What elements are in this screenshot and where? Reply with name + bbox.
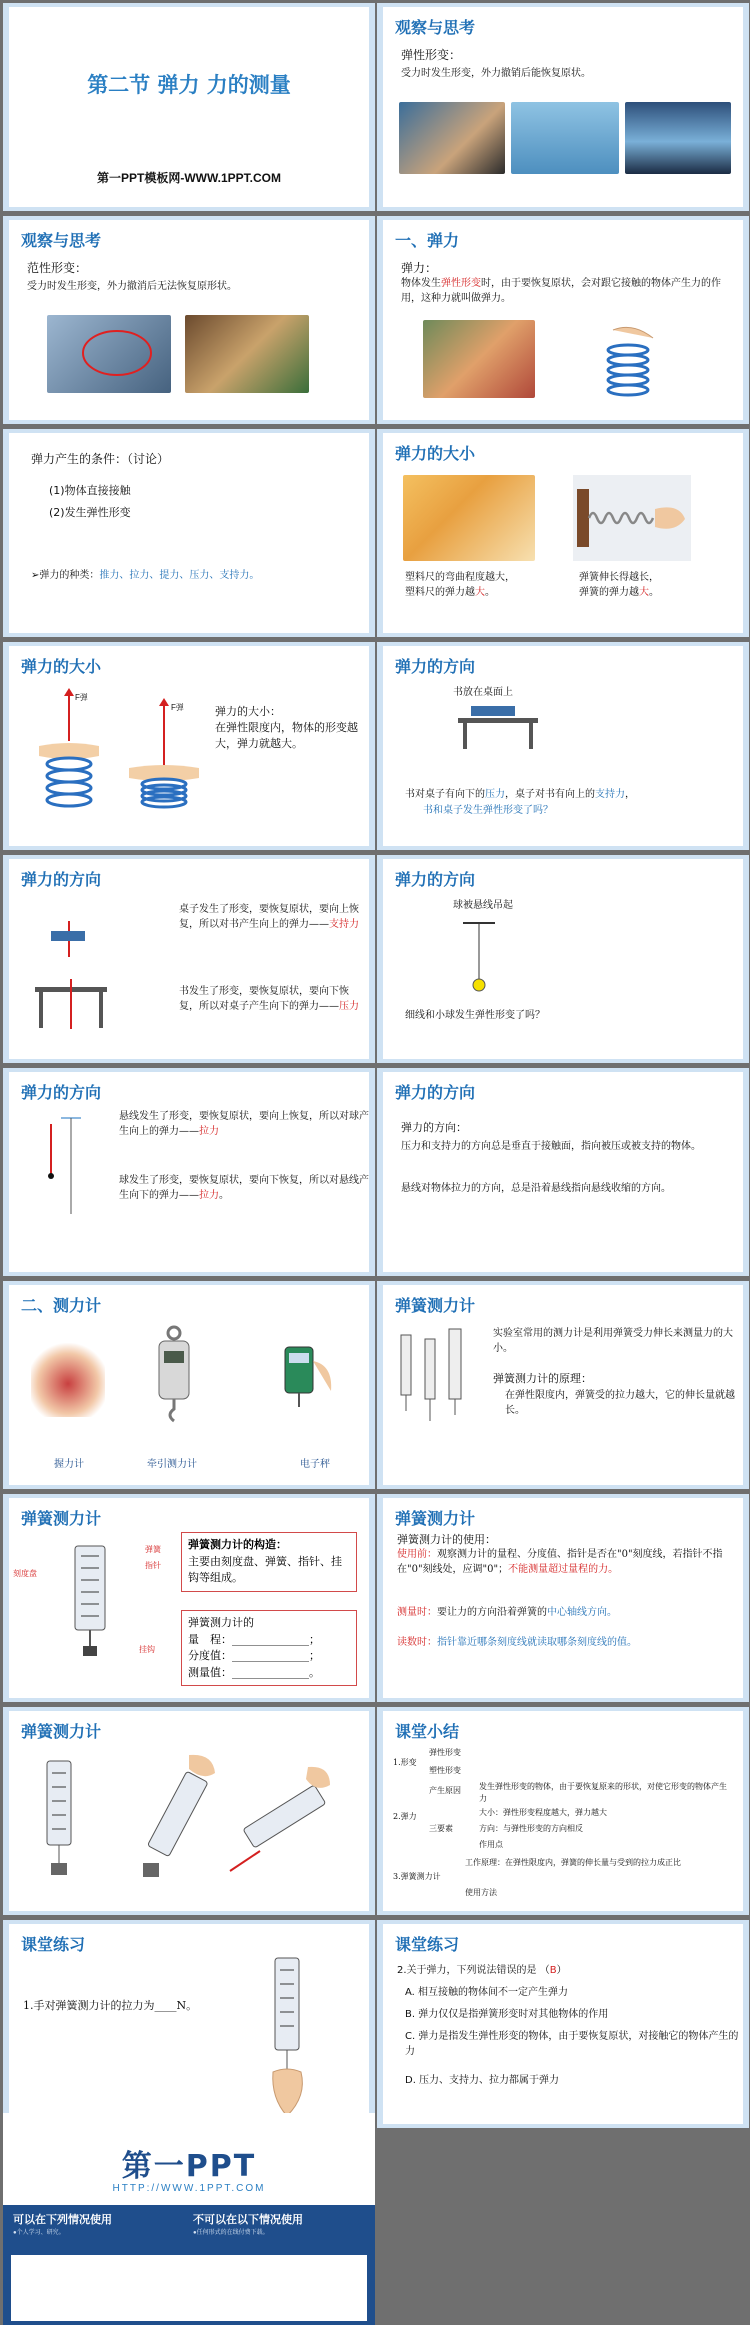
book-text: 书发生了形变，要恢复原状，要向下恢复，所以对桌子产生向下的弹力——压力 — [179, 986, 359, 1012]
cannot-use-heading: 不可以在以下情况使用 — [193, 2214, 303, 2226]
slide-spring-scale-principle[interactable] — [377, 1281, 749, 1489]
structure-box: 弹簧测力计的构造： 主要由刻度盘、弹簧、指针、挂钩等组成。 — [181, 1532, 357, 1592]
exercise-2-question: 2.关于弹力，下列说法错误的是 （B） — [397, 1965, 567, 1976]
archer-photo — [399, 102, 505, 174]
svg-text:F弹: F弹 — [171, 703, 184, 712]
summary-size: 大小：弹性形变程度越大，弹力越大 — [479, 1808, 607, 1817]
principle-heading: 弹簧测力计的原理： — [493, 1372, 592, 1385]
plastic-desc: 受力时发生形变，外力撤消后无法恢复原形状。 — [27, 281, 237, 292]
slide-title: 弹力的方向 — [21, 870, 102, 889]
slide-magnitude-ruler[interactable] — [377, 429, 749, 637]
spring-scales-icon — [397, 1325, 477, 1440]
label-dial: 刻度盘 — [13, 1569, 37, 1578]
force-kinds: ➢弹力的种类：推力、拉力、提力、压力、支持力。 — [31, 570, 260, 581]
electronic-scale-caption: 电子秤 — [300, 1459, 330, 1470]
slide-dynamometers[interactable] — [3, 1281, 375, 1489]
slide-title: 观察与思考 — [21, 231, 102, 250]
footer-panel — [3, 2205, 375, 2325]
electronic-scale-icon — [277, 1341, 337, 1426]
direction-heading: 弹力的方向： — [401, 1121, 467, 1134]
summary-deformation: 1.形变 — [393, 1758, 417, 1767]
summary-direction: 方向：与弹性形变的方向相反 — [479, 1824, 583, 1833]
book-force-icon — [39, 919, 99, 964]
slide-title: 课堂练习 — [21, 1935, 86, 1954]
cannot-use-note: ●任何形式的在线付费下载。 — [193, 2230, 269, 2236]
scale-horizontal-icon — [224, 1761, 334, 1886]
label-spring: 弹簧 — [145, 1545, 161, 1554]
grip-meter-photo — [31, 1343, 105, 1417]
spring-caption: 弹簧伸长得越长， 弹簧的弹力越大。 — [579, 572, 659, 598]
slide-title: 弹力的方向 — [395, 870, 476, 889]
diving-photo — [511, 102, 619, 174]
string-force-icon — [31, 1114, 91, 1229]
direction-rule-1: 压力和支持力的方向总是垂直于接触面，指向被压或被支持的物体。 — [401, 1141, 701, 1152]
summary-cause: 产生原因 — [429, 1786, 461, 1795]
slide-direction-book[interactable] — [377, 642, 749, 850]
slide-conditions[interactable] — [3, 429, 375, 637]
elastic-heading: 弹性形变： — [401, 48, 462, 62]
can-use-note: ●个人学习、研究。 — [13, 2230, 65, 2236]
usage-before: 使用前：观察测力计的量程、分度值、指针是否在"0"刻度线，若指针不指在"0"刻线处，应调"0"；不能测量超过量程的力。 — [397, 1549, 723, 1575]
exercise-scale-icon — [257, 1952, 317, 2128]
slide-direction-string[interactable] — [3, 1068, 375, 1276]
slide-magnitude-spring[interactable] — [3, 642, 375, 850]
slide-title: 一、弹力 — [395, 231, 460, 250]
ball-pull-text: 球发生了形变，要恢复原状，要向下恢复，所以对悬线产生向下的弹力——拉力。 — [119, 1175, 369, 1201]
bent-ruler-photo — [403, 475, 535, 561]
slide-observe-elastic[interactable] — [377, 3, 749, 211]
option-c[interactable]: C. 弹力是指发生弹性形变的物体，由于要恢复原状，对接触它的物体产生的力 — [405, 2031, 739, 2057]
dented-car-photo — [47, 315, 171, 393]
slide-title: 二、测力计 — [21, 1296, 102, 1315]
table-force-icon — [31, 979, 111, 1044]
ruler-caption: 塑料尺的弯曲程度越大， 塑料尺的弹力越大。 — [405, 572, 515, 598]
exercise-1-question: 1.手对弹簧测力计的拉力为____N。 — [23, 1999, 198, 2012]
principle-intro: 实验室常用的测力计是利用弹簧受力伸长来测量力的大小。 — [493, 1328, 733, 1354]
slide-direction-summary[interactable] — [377, 1068, 749, 1276]
summary-plastic: 塑性形变 — [429, 1766, 461, 1775]
option-b[interactable]: B. 弹力仅仅是指弹簧形变时对其他物体的作用 — [405, 2009, 609, 2020]
slide-title: 弹簧测力计 — [395, 1509, 476, 1528]
book-force-text: 书对桌子有向下的压力，桌子对书有向上的支持力， — [405, 789, 635, 800]
direction-rule-2: 悬线对物体拉力的方向，总是沿着悬线指向悬线收缩的方向。 — [401, 1183, 671, 1194]
slide-title: 弹簧测力计 — [395, 1296, 476, 1315]
slide-observe-plastic[interactable] — [3, 216, 375, 424]
magnitude-text: 弹力的大小： 在弹性限度内，物体的形变越大，弹力就越大。 — [215, 705, 358, 750]
slide-title: 弹力的方向 — [395, 657, 476, 676]
conditions-heading: 弹力产生的条件：（讨论） — [31, 452, 170, 466]
spring-compress-icon-1 — [29, 686, 114, 831]
table-book-icon — [453, 704, 543, 759]
can-use-heading: 可以在下列情况使用 — [13, 2214, 112, 2226]
table-text: 桌子发生了形变，要恢复原状，要向上恢复，所以对书产生向上的弹力——支持力 — [179, 904, 359, 930]
slide-summary[interactable] — [377, 1707, 749, 1915]
label-hook: 挂钩 — [139, 1645, 155, 1654]
slide-title: 弹簧测力计 — [21, 1722, 102, 1741]
summary-elastic: 弹性形变 — [429, 1748, 461, 1757]
footer-url[interactable]: HTTP://WWW.1PPT.COM — [112, 2183, 266, 2194]
cover-subtitle: 第一PPT模板网-WWW.1PPT.COM — [97, 171, 281, 185]
option-d[interactable]: D. 压力、支持力、拉力都属于弹力 — [405, 2075, 560, 2086]
condition-1: (1)物体直接接触 — [49, 484, 131, 497]
elastic-desc: 受力时发生形变，外力撤销后能恢复原状。 — [401, 68, 591, 79]
force-desc: 物体发生弹性形变时，由于要恢复原状，会对跟它接触的物体产生力的作用，这种力就叫做弹力。 — [401, 278, 721, 304]
plasticine-photo — [185, 315, 309, 393]
summary-elements: 三要素 — [429, 1824, 453, 1833]
scale-vertical-icon — [39, 1753, 79, 1888]
condition-2: (2)发生弹性形变 — [49, 506, 131, 519]
spring-scale-diagram-icon — [57, 1540, 127, 1665]
summary-principle: 工作原理：在弹性限度内，弹簧的伸长量与受到的拉力成正比 — [465, 1858, 681, 1867]
label-pointer: 指针 — [145, 1561, 161, 1570]
summary-point: 作用点 — [479, 1840, 503, 1849]
spring-stretch-photo — [573, 475, 691, 561]
slide-direction-ball[interactable] — [377, 855, 749, 1063]
slide-spring-scale-structure[interactable] — [3, 1494, 375, 1702]
slide-elastic-force[interactable] — [377, 216, 749, 424]
slide-exercise-1[interactable] — [3, 1920, 375, 2128]
summary-method: 使用方法 — [465, 1888, 497, 1897]
footer-links-area[interactable] — [11, 2255, 367, 2321]
spring-compress-icon-2 — [119, 686, 209, 831]
plastic-heading: 范性形变： — [27, 261, 88, 275]
usage-heading: 弹簧测力计的使用： — [397, 1533, 496, 1546]
usage-reading: 读数时：指针靠近哪条刻度线就读取哪条刻度线的值。 — [397, 1637, 637, 1648]
summary-scale: 3.弹簧测力计 — [393, 1872, 441, 1881]
slide-title: 课堂练习 — [395, 1935, 460, 1954]
slide-title: 弹力的大小 — [21, 657, 102, 676]
force-heading: 弹力： — [401, 261, 438, 275]
slide-title: 弹力的大小 — [395, 444, 476, 463]
ball-question: 细线和小球发生弹性形变了吗？ — [405, 1010, 545, 1021]
slide-spring-scale-examples[interactable] — [3, 1707, 375, 1915]
parameters-box: 弹簧测力计的 量 程：______________； 分度值：______________； 测量值：______________。 — [181, 1610, 357, 1686]
slide-title: 弹力的方向 — [21, 1083, 102, 1102]
footer-promo — [3, 2113, 375, 2325]
traction-meter-caption: 牵引测力计 — [147, 1459, 197, 1470]
summary-force: 2.弹力 — [393, 1812, 417, 1821]
slide-title: 弹力的方向 — [395, 1083, 476, 1102]
usage-measuring: 测量时：要让力的方向沿着弹簧的中心轴线方向。 — [397, 1607, 617, 1618]
spring-hand-icon — [593, 320, 663, 403]
highlight-ellipse-icon — [47, 315, 171, 393]
option-a[interactable]: A. 相互接触的物体间不一定产生弹力 — [405, 1987, 569, 1998]
slide-direction-table[interactable] — [3, 855, 375, 1063]
grip-meter-caption: 握力计 — [54, 1459, 84, 1470]
slide-cover[interactable] — [3, 3, 375, 211]
slide-title: 课堂小结 — [395, 1722, 460, 1741]
scale-tilted-icon — [129, 1751, 219, 1896]
footer-logo: 第一PPT — [121, 2149, 257, 2184]
book-label: 书放在桌面上 — [453, 687, 513, 698]
book-question: 书和桌子发生弹性形变了吗？ — [423, 805, 553, 816]
slide-spring-scale-usage[interactable] — [377, 1494, 749, 1702]
cover-title: 第二节 弹力 力的测量 — [87, 73, 291, 97]
summary-cause-desc: 发生弹性形变的物体，由于要恢复原来的形状，对使它形变的物体产生力 — [479, 1782, 727, 1803]
string-text: 悬线发生了形变，要恢复原状，要向上恢复，所以对球产生向上的弹力——拉力 — [119, 1111, 369, 1137]
slide-title: 观察与思考 — [395, 18, 476, 37]
principle-text: 在弹性限度内，弹簧受的拉力越大，它的伸长量就越长。 — [505, 1390, 735, 1416]
pole-vault-photo — [423, 320, 535, 398]
ball-label: 球被悬线吊起 — [453, 900, 513, 911]
trampoline-photo — [625, 102, 731, 174]
hanging-ball-icon — [459, 917, 499, 1002]
slide-title: 弹簧测力计 — [21, 1509, 102, 1528]
svg-text:F弹: F弹 — [75, 693, 88, 702]
traction-meter-icon — [149, 1325, 199, 1430]
slide-exercise-2[interactable] — [377, 1920, 749, 2128]
